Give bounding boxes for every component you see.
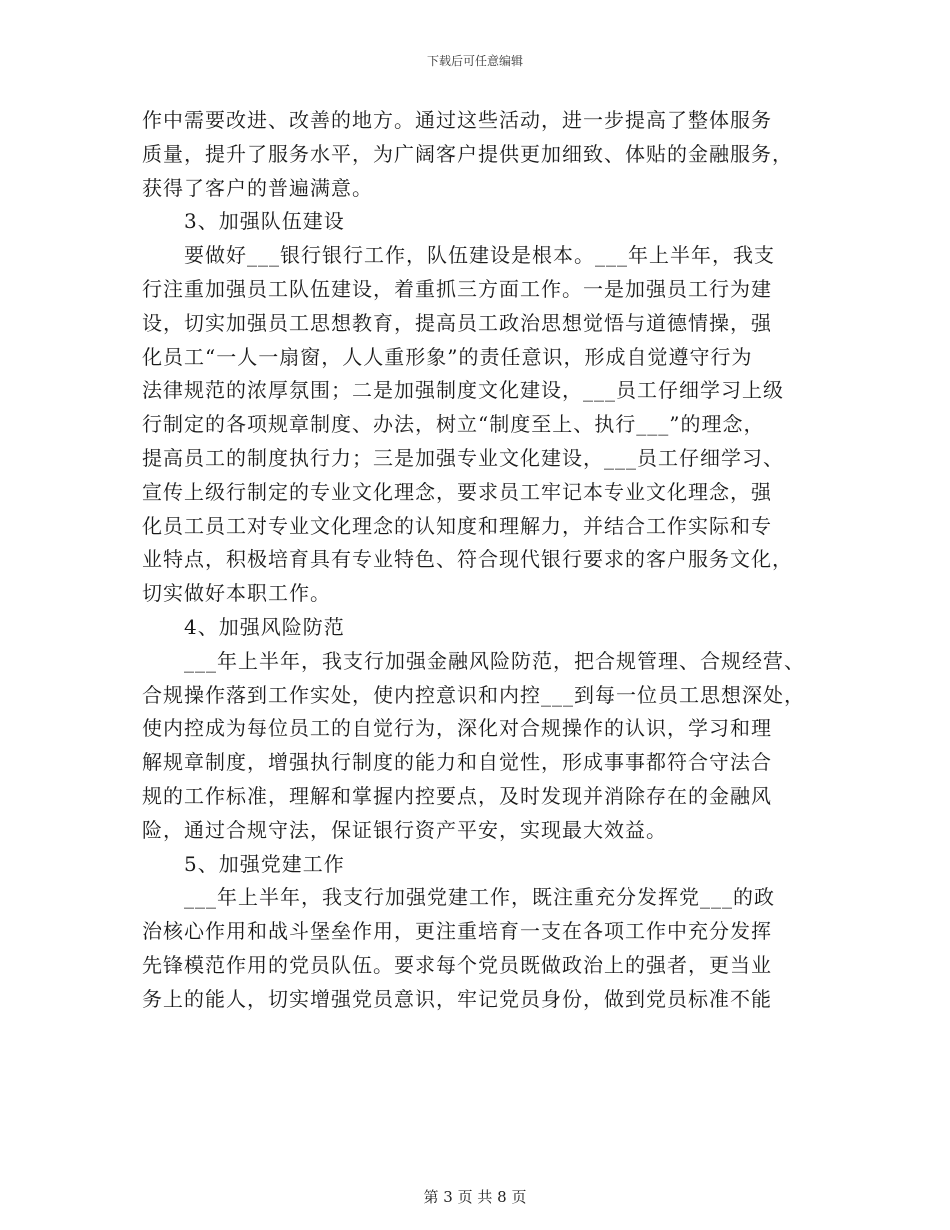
body-line: 解规章制度，增强执行制度的能力和自觉性，形成事事都符合守法合 <box>142 750 772 775</box>
body-line: 获得了客户的普遍满意。 <box>142 175 373 200</box>
body-line: 法律规范的浓厚氛围；二是加强制度文化建设，___员工仔细学习上级 <box>142 378 784 403</box>
page-number: 第 3 页 共 8 页 <box>423 1188 527 1206</box>
body-line: 治核心作用和战斗堡垒作用，更注重培育一支在各项工作中充分发挥 <box>142 919 772 944</box>
body-line: 使内控成为每位员工的自觉行为，深化对合规操作的认识，学习和理 <box>142 716 772 741</box>
body-line: 务上的能人，切实增强党员意识，牢记党员身份，做到党员标准不能 <box>142 986 772 1011</box>
section-heading: 4、加强风险防范 <box>184 614 345 639</box>
body-line: 宣传上级行制定的专业文化理念，要求员工牢记本专业文化理念，强 <box>142 479 772 504</box>
body-line: 切实做好本职工作。 <box>142 581 331 606</box>
body-line: ___年上半年，我支行加强党建工作，既注重充分发挥党___的政 <box>184 885 775 910</box>
body-line: 要做好___银行银行工作，队伍建设是根本。___年上半年，我支 <box>184 243 775 268</box>
section-heading: 3、加强队伍建设 <box>184 209 345 234</box>
body-line: 先锋模范作用的党员队伍。要求每个党员既做政治上的强者，更当业 <box>142 952 772 977</box>
body-line: 行注重加强员工队伍建设，着重抓三方面工作。一是加强员工行为建 <box>142 276 772 301</box>
body-line: 业特点，积极培育具有专业特色、符合现代银行要求的客户服务文化， <box>142 547 793 572</box>
body-line: 设，切实加强员工思想教育，提高员工政治思想觉悟与道德情操，强 <box>142 310 772 335</box>
page-header-note: 下载后可任意编辑 <box>426 54 523 68</box>
body-line: 提高员工的制度执行力；三是加强专业文化建设，___员工仔细学习、 <box>142 445 784 470</box>
body-line: 合规操作落到工作实处，使内控意识和内控___到每一位员工思想深处， <box>142 682 805 707</box>
section-heading: 5、加强党建工作 <box>184 851 345 876</box>
body-line: 作中需要改进、改善的地方。通过这些活动，进一步提高了整体服务 <box>142 108 772 132</box>
body-line: 化员工“一人一扇窗，人人重形象”的责任意识，形成自觉遵守行为 <box>142 344 753 369</box>
body-line: 规的工作标准，理解和掌握内控要点，及时发现并消除存在的金融风 <box>142 783 772 808</box>
body-line: 化员工员工对专业文化理念的认知度和理解力，并结合工作实际和专 <box>142 513 772 538</box>
body-line: 险，通过合规守法，保证银行资产平安，实现最大效益。 <box>142 817 667 842</box>
body-line: 质量，提升了服务水平，为广阔客户提供更加细致、体贴的金融服务， <box>142 141 793 166</box>
body-line: 行制定的各项规章制度、办法，树立“制度至上、执行___”的理念， <box>142 412 765 437</box>
document-body <box>142 104 822 1017</box>
body-line: ___年上半年，我支行加强金融风险防范，把合规管理、合规经营、 <box>184 648 805 673</box>
